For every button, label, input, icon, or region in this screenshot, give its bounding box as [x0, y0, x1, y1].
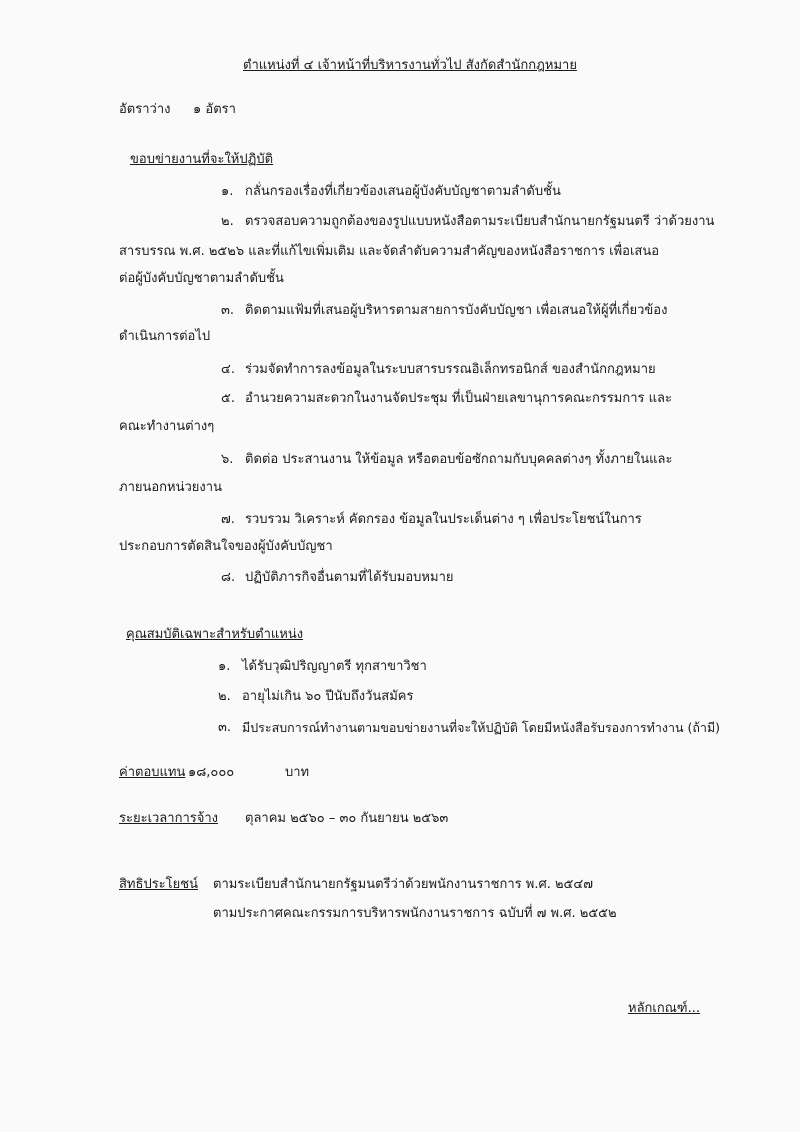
duty-6-line-2: ภายนอกหน่วยงาน: [119, 480, 222, 495]
qualification-2-text: อายุไม่เกิน ๖๐ ปีนับถึงวันสมัคร: [242, 689, 414, 704]
duty-6-number: ๖.: [221, 452, 234, 467]
duty-7-line-2: ประกอบการตัดสินใจของผู้บังคับบัญชา: [119, 539, 333, 554]
qualification-1-number: ๑.: [218, 659, 231, 674]
qualifications-heading: คุณสมบัติเฉพาะสำหรับตำแหน่ง: [126, 627, 304, 642]
qualification-3-text: มีประสบการณ์ทำงานตามขอบข่ายงานที่จะให้ปฏิบัติ โดยมีหนังสือรับรองการทำงาน (ถ้ามี): [242, 720, 721, 735]
benefits-line-2: ตามประกาศคณะกรรมการบริหารพนักงานราชการ ฉบับที่ ๗ พ.ศ. ๒๕๕๒: [213, 906, 617, 921]
duty-3-number: ๓.: [221, 303, 235, 318]
duty-4-line-1: ร่วมจัดทำการลงข้อมูลในระบบสารบรรณอิเล็กทรอนิกส์ ของสำนักกฎหมาย: [245, 362, 656, 377]
duty-4-number: ๔.: [221, 362, 235, 377]
duty-6-line-1: ติดต่อ ประสานงาน ให้ข้อมูล หรือตอบข้อซักถามกับบุคคลต่างๆ ทั้งภายในและ: [245, 452, 673, 467]
duty-1-line-1: กลั่นกรองเรื่องที่เกี่ยวข้องเสนอผู้บังคับบัญชาตามลำดับชั้น: [245, 184, 561, 199]
vacancy-value: ๑ อัตรา: [193, 102, 236, 117]
duty-2-line-3: ต่อผู้บังคับบัญชาตามลำดับชั้น: [119, 271, 284, 286]
duty-3-line-1: ติดตามแฟ้มที่เสนอผู้บริหารตามสายการบังคับบัญชา เพื่อเสนอให้ผู้ที่เกี่ยวข้อง: [245, 303, 668, 318]
duty-7-line-1: รวบรวม วิเคราะห์ คัดกรอง ข้อมูลในประเด็นต่าง ๆ เพื่อประโยชน์ในการ: [245, 512, 642, 527]
page-title: ตำแหน่งที่ ๔ เจ้าหน้าที่บริหารงานทั่วไป สังกัดสำนักกฎหมาย: [243, 58, 577, 73]
qualification-2-number: ๒.: [218, 689, 231, 704]
duty-5-line-1: อำนวยความสะดวกในงานจัดประชุม ที่เป็นฝ่ายเลขานุการคณะกรรมการ และ: [245, 391, 672, 406]
duty-8-number: ๘.: [221, 570, 236, 585]
qualification-1-text: ได้รับวุฒิปริญญาตรี ทุกสาขาวิชา: [242, 659, 427, 674]
duty-1-number: ๑.: [221, 184, 234, 199]
salary-unit: บาท: [285, 765, 310, 780]
duties-heading: ขอบข่ายงานที่จะให้ปฏิบัติ: [130, 152, 274, 167]
duty-5-number: ๕.: [221, 391, 235, 406]
qualification-3-number: ๓.: [218, 720, 232, 735]
employment-period-value: ตุลาคม ๒๕๖๐ – ๓๐ กันยายน ๒๕๖๓: [245, 811, 449, 826]
employment-period-label: ระยะเวลาการจ้าง: [119, 811, 218, 826]
benefits-line-1: ตามระเบียบสำนักนายกรัฐมนตรีว่าด้วยพนักงานราชการ พ.ศ. ๒๕๔๗: [213, 877, 593, 892]
duty-8-line-1: ปฏิบัติภารกิจอื่นตามที่ได้รับมอบหมาย: [245, 570, 454, 585]
duty-7-number: ๗.: [221, 512, 235, 527]
duty-2-line-1: ตรวจสอบความถูกต้องของรูปแบบหนังสือตามระเบียบสำนักนายกรัฐมนตรี ว่าด้วยงาน: [245, 214, 715, 229]
vacancy-label: อัตราว่าง: [119, 102, 171, 117]
continued-marker: หลักเกณฑ์...: [628, 1001, 700, 1016]
salary-amount: ๑๘,๐๐๐: [188, 765, 235, 780]
duty-3-line-2: ดำเนินการต่อไป: [119, 329, 211, 344]
duty-2-number: ๒.: [221, 214, 234, 229]
duty-5-line-2: คณะทำงานต่างๆ: [119, 419, 215, 434]
salary-label: ค่าตอบแทน: [119, 765, 186, 780]
benefits-label: สิทธิประโยชน์: [119, 877, 198, 892]
duty-2-line-2: สารบรรณ พ.ศ. ๒๕๒๖ และที่แก้ไขเพิ่มเติม และจัดลำดับความสำคัญของหนังสือราชการ เพื่อเสนอ: [119, 244, 660, 259]
